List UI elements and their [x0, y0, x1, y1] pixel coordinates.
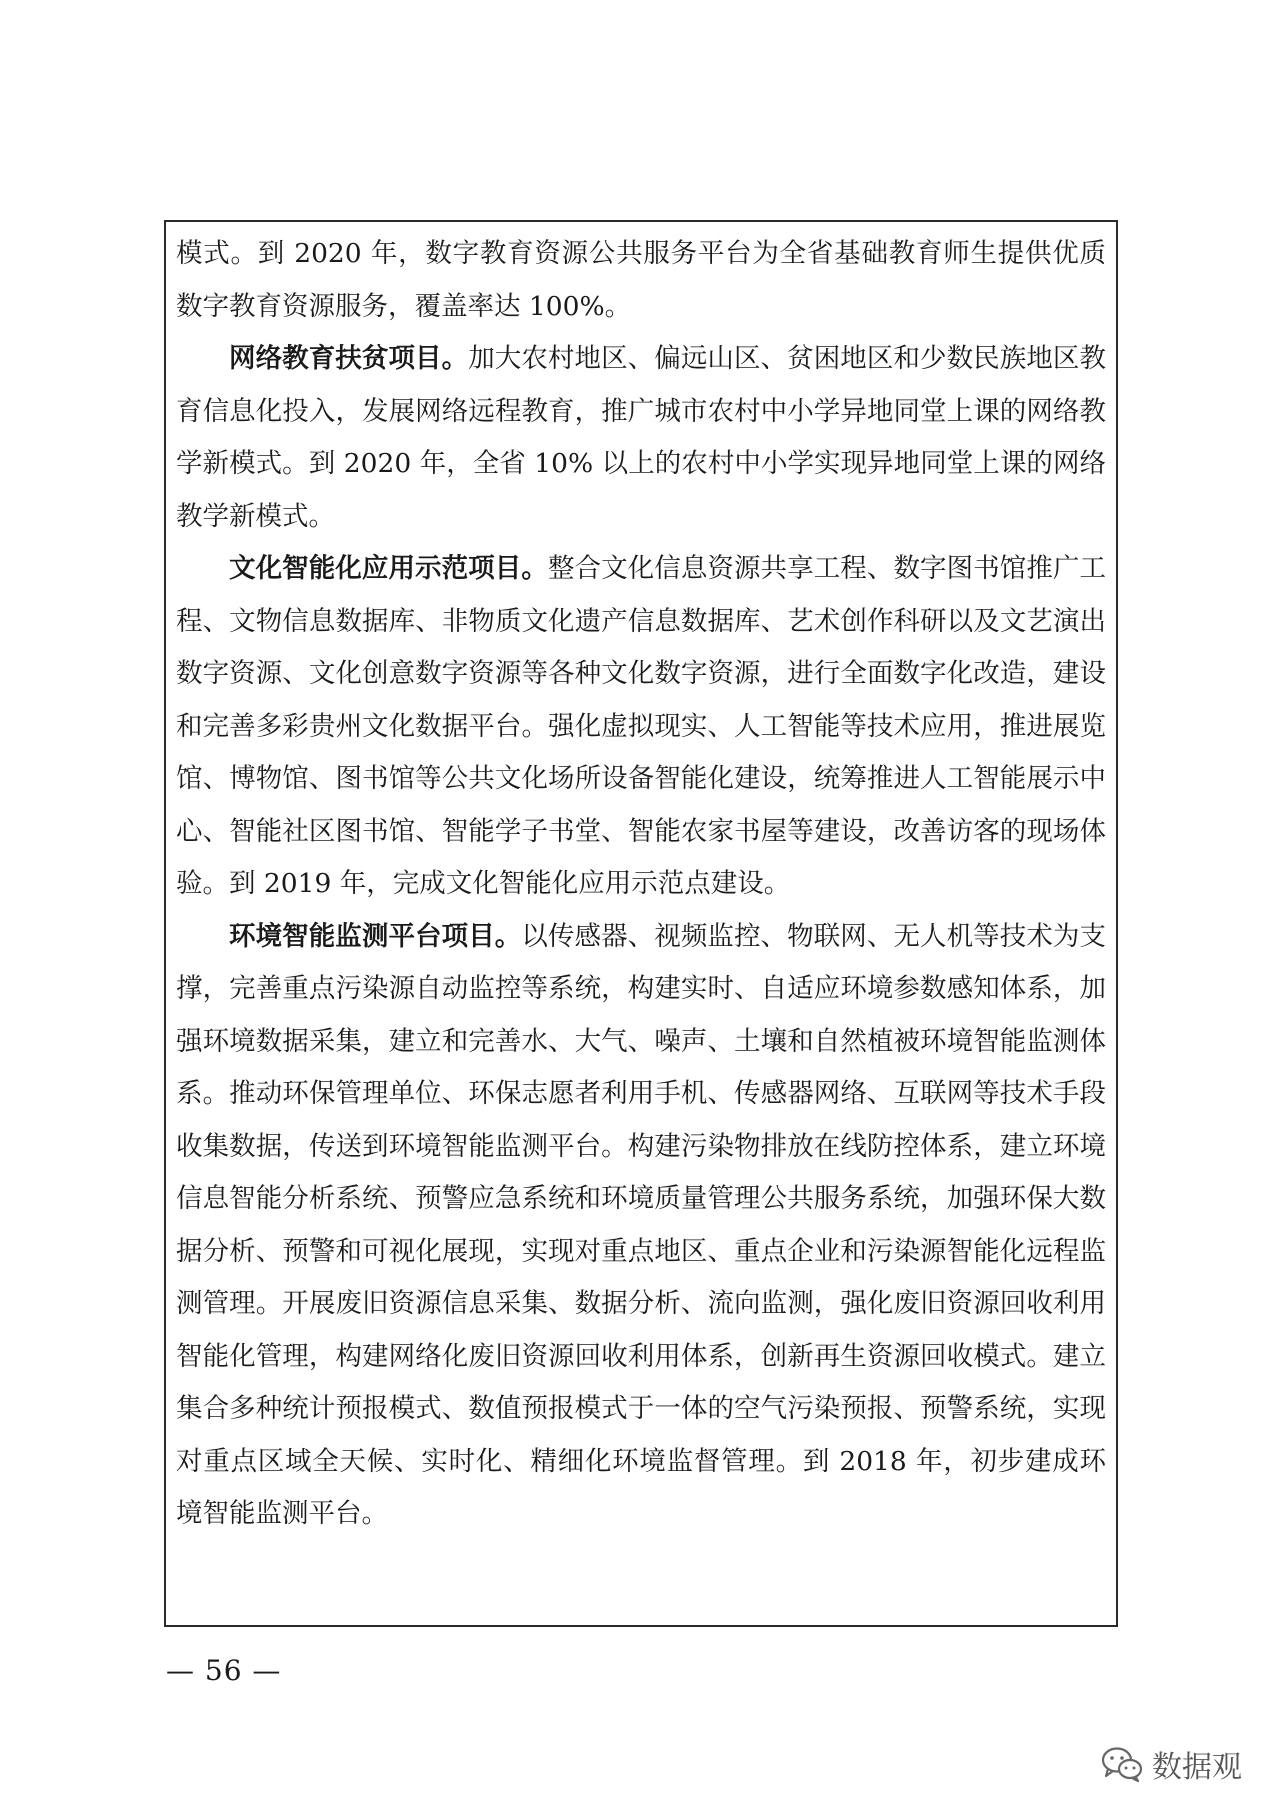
document-body	[176, 228, 1106, 1541]
paragraph-heading: 环境智能监测平台项目。	[229, 920, 522, 952]
paragraph-text: 以传感器、视频监控、物联网、无人机等技术为支撑，完善重点污染源自动监控等系统，构建实时、自适应环境参数感知体系，加强环境数据采集，建立和完善水、大气、噪声、土壤和自然植被环境智能监测体系。推动环保管理单位、环保志愿者利用手机、传感器网络、互联网等技术手段收集数据，传送到环境智能监测平台。构建污染物排放在线防控体系，建立环境信息智能分析系统、预警应急系统和环境质量管理公共服务系统，加强环保大数据分析、预警和可视化展现，实现对重点地区、重点企业和污染源智能化远程监测管理。开展废旧资源信息采集、数据分析、流向监测，强化废旧资源回收利用智能化管理，构建网络化废旧资源回收利用体系，创新再生资源回收模式。建立集合多种统计预报模式、数值预报模式于一体的空气污染预报、预警系统，实现对重点区域全天候、实时化、精细化环境监督管理。到 2018 年，初步建成环境智能监测平台。	[176, 920, 1106, 1529]
paragraph-text: 加大农村地区、偏远山区、贫困地区和少数民族地区教育信息化投入，发展网络远程教育，推广城市农村中小学异地同堂上课的网络教学新模式。到 2020 年，全省 10% 以上的农村中小学实现异地同堂上课的网络教学新模式。	[176, 343, 1106, 532]
paragraph-heading: 文化智能化应用示范项目。	[229, 553, 548, 584]
paragraph	[176, 228, 1106, 333]
wechat-icon	[1100, 1745, 1144, 1783]
watermark-text: 数据观	[1152, 1750, 1242, 1785]
paragraph	[176, 911, 1106, 1541]
page-number: — 56 —	[166, 1654, 282, 1687]
paragraph-heading: 网络教育扶贫项目。	[229, 343, 469, 374]
paragraph-text: 模式。到 2020 年，数字教育资源公共服务平台为全省基础教育师生提供优质数字教育资源服务，覆盖率达 100%。	[176, 238, 1106, 322]
paragraph-text: 整合文化信息资源共享工程、数字图书馆推广工程、文物信息数据库、非物质文化遗产信息数据库、艺术创作科研以及文艺演出数字资源、文化创意数字资源等各种文化数字资源，进行全面数字化改造，建设和完善多彩贵州文化数据平台。强化虚拟现实、人工智能等技术应用，推进展览馆、博物馆、图书馆等公共文化场所设备智能化建设，统筹推进人工智能展示中心、智能社区图书馆、智能学子书堂、智能农家书屋等建设，改善访客的现场体验。到 2019 年，完成文化智能化应用示范点建设。	[176, 553, 1106, 899]
paragraph	[176, 543, 1106, 911]
watermark	[1100, 1742, 1242, 1786]
paragraph	[176, 333, 1106, 543]
